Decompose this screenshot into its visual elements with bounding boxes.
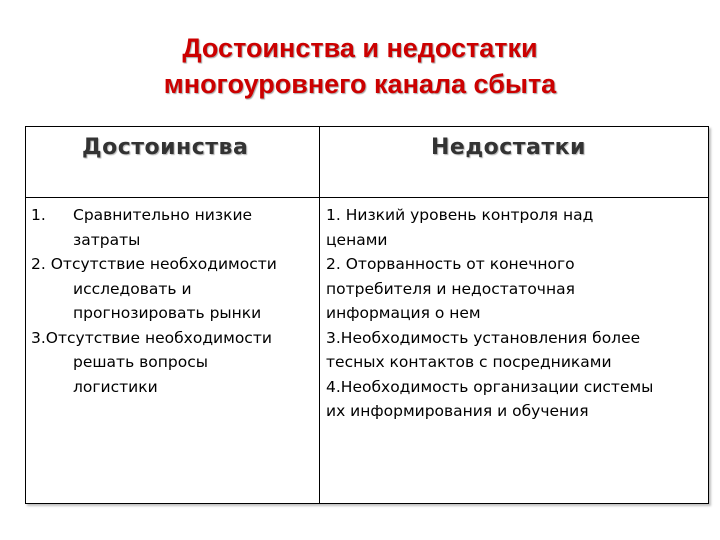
disadvantage-item-3 xyxy=(326,326,706,375)
disadvantage-item-4 xyxy=(326,375,706,424)
disadvantage-item-2-line-1: 2. Оторванность от конечного xyxy=(326,255,575,273)
disadvantage-item-1-line-2: ценами xyxy=(326,230,388,249)
advantage-item-3-line-2: решать вопросы xyxy=(73,353,208,371)
disadvantages-cell xyxy=(326,203,706,424)
disadvantage-item-1 xyxy=(326,203,706,252)
advantages-cell xyxy=(31,203,316,399)
advantage-item-1-line-2: затраты xyxy=(73,230,141,249)
disadvantage-item-2-line-2: потребителя и недостаточная xyxy=(326,279,575,298)
column-divider xyxy=(319,127,320,503)
header-divider xyxy=(26,197,708,198)
disadvantage-item-4-line-1: 4.Необходимость организации системы xyxy=(326,377,654,396)
advantage-item-1-number: 1. xyxy=(31,206,46,224)
advantages-header: Достоинства xyxy=(82,135,249,160)
advantage-item-2-line-1: 2. Отсутствие необходимости xyxy=(31,255,277,273)
disadvantage-item-2 xyxy=(326,252,706,326)
advantage-item-3-line-1: 3.Отсутствие необходимости xyxy=(31,328,272,347)
disadvantages-header: Недостатки xyxy=(431,135,586,160)
advantage-item-1 xyxy=(31,203,316,252)
disadvantage-item-2-line-3: информация о нем xyxy=(326,304,481,322)
disadvantage-item-3-line-2: тесных контактов с посредниками xyxy=(326,353,612,371)
disadvantage-item-3-line-1: 3.Необходимость установления более xyxy=(326,328,641,347)
slide-title xyxy=(0,30,720,102)
comparison-table xyxy=(25,126,709,504)
advantage-item-2-line-3: прогнозировать рынки xyxy=(73,304,262,322)
disadvantage-item-1-line-1: 1. Низкий уровень контроля над xyxy=(326,206,594,224)
advantage-item-1-line-1 xyxy=(31,203,316,228)
advantage-item-2-line-2: исследовать и xyxy=(73,279,192,298)
slide-title-line-2: многоуровнего канала сбыта xyxy=(163,69,557,99)
disadvantage-item-4-line-2: их информирования и обучения xyxy=(326,402,589,420)
advantage-item-1-text: Сравнительно низкие xyxy=(73,206,253,224)
slide-title-line-1: Достоинства и недостатки xyxy=(182,33,538,63)
advantage-item-3-line-3: логистики xyxy=(73,377,158,396)
advantage-item-2 xyxy=(31,252,316,326)
advantage-item-3 xyxy=(31,326,316,400)
